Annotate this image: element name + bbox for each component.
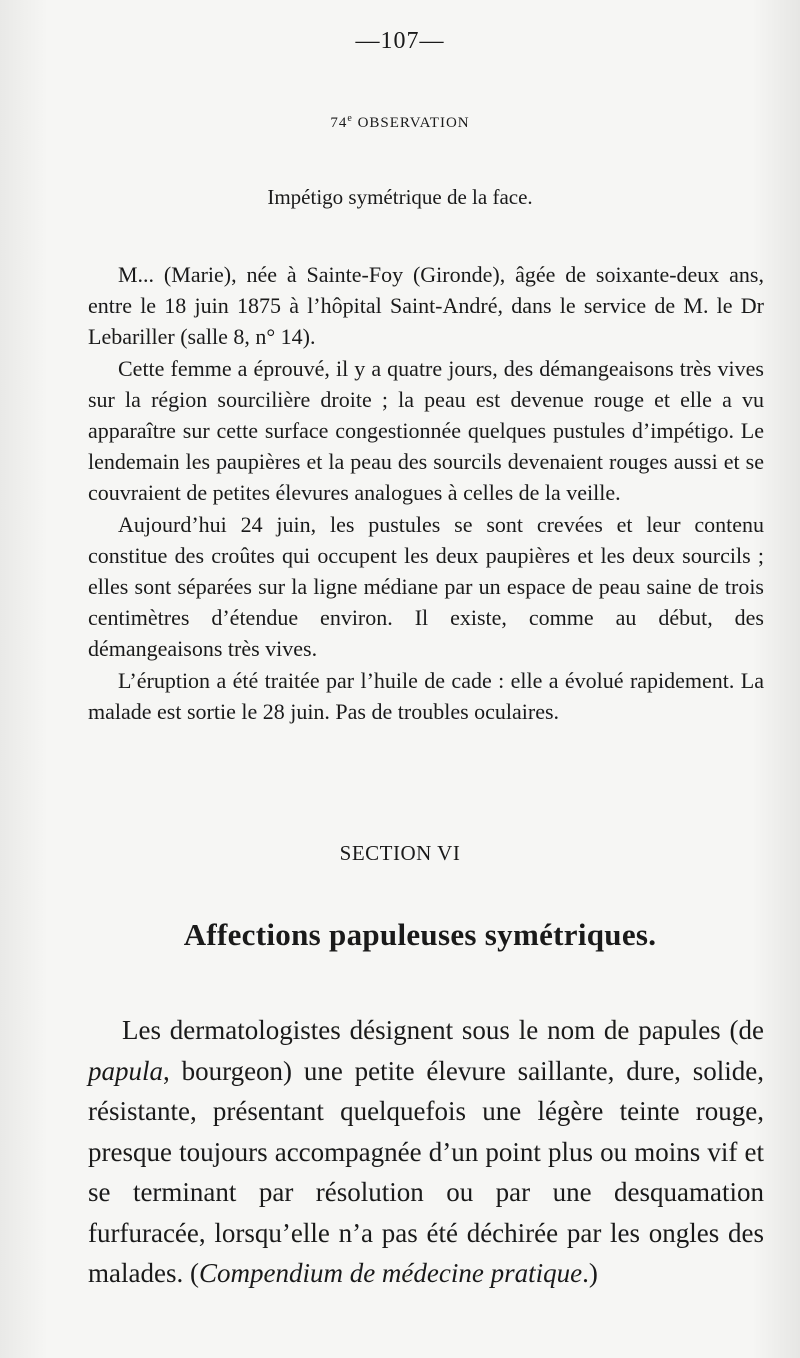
intro-paragraph — [88, 1010, 764, 1294]
intro-text — [88, 1010, 764, 1294]
chapter-title: Affections papuleuses symétriques. — [183, 917, 657, 952]
intro-text-part: Les dermatologistes désignent sous le nom de papules (de — [122, 1015, 764, 1045]
observation-heading — [0, 113, 800, 132]
case-paragraph: Aujourd’hui 24 juin, les pustules se sont crevées et leur contenu constitue des croûtes qui occupent les deux paupières et les deux sourcils ; elles sont séparées sur la ligne médiane par un espace de peau saine de trois centimètres d’étendue environ. Il existe, comme au début, des démangeaisons très vives. — [88, 511, 764, 662]
case-paragraph: L’éruption a été traitée par l’huile de cade : elle a évolué rapidement. La malade est sortie le 28 juin. Pas de troubles oculaires. — [88, 667, 764, 724]
section-label: SECTION VI — [339, 841, 461, 865]
case-paragraph: M... (Marie), née à Sainte-Foy (Gironde), âgée de soixante-deux ans, entre le 18 juin 1875 à l’hôpital Saint-André, dans le service de M. le Dr Lebariller (salle 8, n° 14). — [88, 262, 764, 350]
intro-text-part: , bourgeon) une petite élevure saillante, dure, solide, résistante, présentant quelquefois une légère teinte rouge, presque toujours accompagnée d’un point plus ou moins vif et se terminant par résolution ou par une desquamation furfuracée, lorsqu’elle n’a pas été déchirée par les ongles des malades. ( — [88, 1055, 764, 1288]
case-report — [88, 259, 764, 727]
intro-text-part: .) — [582, 1258, 598, 1288]
case-paragraph: Cette femme a éprouvé, il y a quatre jours, des démangeaisons très vives sur la région sourcilière droite ; la peau est devenue rouge et elle a vu apparaître sur cette surface congestionnée quelques pustules d’impétigo. Le lendemain les paupières et la peau des sourcils devenaient rouges aussi et se couvraient de petites élevures analogues à celles de la veille. — [88, 355, 764, 506]
case-title: Impétigo symétrique de la face. — [267, 185, 533, 209]
latin-term: papula — [88, 1055, 164, 1086]
page-number: —107— — [355, 28, 445, 54]
citation-title: Compendium de médecine pratique — [198, 1258, 583, 1288]
observation-ordinal: e — [347, 113, 353, 124]
observation-word: OBSERVATION — [357, 115, 470, 131]
observation-number: 74 — [330, 115, 348, 131]
